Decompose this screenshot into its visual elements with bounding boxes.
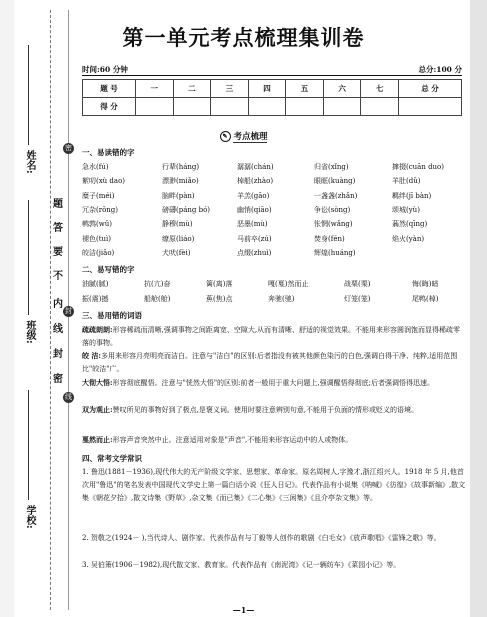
- score-input-cell[interactable]: [286, 98, 324, 116]
- term-word: 皎 洁:: [82, 351, 102, 360]
- table-cell: 六: [323, 80, 361, 98]
- score-total-label: 总分:100 分: [418, 65, 462, 74]
- word-item: 一盏盏(zhǎn): [314, 191, 358, 200]
- word-item: 船舱(舱): [144, 295, 171, 303]
- word-item: 尾鸭(棹): [412, 295, 439, 303]
- score-table: [82, 79, 462, 116]
- seal-char: 线: [53, 324, 63, 335]
- word-item: 恶墨(mù): [237, 220, 268, 229]
- word-item: 油腻(腻): [82, 280, 109, 288]
- word-item: 归省(xǐng): [314, 163, 349, 171]
- word-item: 潺潺(chán): [237, 163, 274, 171]
- word-grid: [82, 279, 466, 309]
- seal-char: 不: [53, 271, 63, 282]
- word-item: 静穆(mù): [162, 220, 193, 229]
- score-input-cell[interactable]: [323, 98, 361, 116]
- seal-dashed-line: [50, 10, 51, 610]
- class-field-label: 班级:: [24, 320, 35, 344]
- score-input-cell[interactable]: [136, 98, 174, 116]
- term-definition: 形容彻底醒悟。注意与"恍然大悟"的区别:前者一般用于重大问题上,强调醒悟得彻底;后者强调悟得迅速。: [112, 379, 434, 387]
- word-item: 奔驰(驰): [268, 295, 295, 303]
- score-input-cell[interactable]: [361, 98, 399, 116]
- word-item: 颂城(yù): [392, 205, 420, 214]
- seal-dot: 线: [65, 393, 72, 401]
- word-item: 羊羔(gāo): [237, 191, 270, 200]
- section-header: [0, 130, 487, 142]
- table-cell: 五: [286, 80, 324, 98]
- table-cell: 一: [136, 80, 174, 98]
- seal-char: 题: [53, 199, 63, 210]
- word-item: 棹船(zhào): [237, 177, 274, 186]
- word-item: 幽悄(qiāo): [237, 205, 272, 214]
- word-item: 鹌鹑(wǔ): [82, 220, 112, 229]
- word-item: 急水(fú): [82, 163, 109, 171]
- seal-char: 内: [53, 299, 63, 310]
- term-definition: 形容稀疏而清晰,强调事物之间距离宽、空隙大,从而有清晰、舒适的视觉效果。不能用来形容圆润饱而显得稀疏零落的事物。: [82, 326, 461, 347]
- word-item: 磅礴(páng bó): [162, 205, 211, 214]
- class-blank-line: [28, 200, 29, 315]
- table-cell: 二: [173, 80, 211, 98]
- word-item: 絮叨(xù dao): [82, 177, 126, 186]
- word-item: 抗(亢)奋: [144, 280, 171, 288]
- score-input-cell[interactable]: [248, 98, 286, 116]
- term-definition: 赞叹所见的事物好到了极点,是褒义词。使用时要注意辨别句意,不能用于负面的情形或贬义的语境。: [112, 406, 419, 414]
- word-item: 皎洁(jiǎo): [82, 248, 115, 257]
- term-word: 大彻大悟:: [82, 378, 113, 387]
- table-cell: 总 分: [399, 80, 462, 98]
- table-cell: 七: [361, 80, 399, 98]
- term-definition: 多用来形容月亮明亮而洁白。注意与"洁白"的区别:后者指没有被其他颜色染污的白色,强调白得干净、纯粹,适用范围比"皎洁"广。: [82, 352, 458, 373]
- word-item: 羁绊(jī bàn): [392, 191, 432, 200]
- score-table-score-row: [83, 98, 462, 116]
- term-item: [82, 403, 466, 417]
- term-item: [82, 323, 466, 350]
- word-item: 行辈(háng): [162, 163, 200, 171]
- header-rule: [82, 75, 462, 76]
- seal-dot: 封: [65, 307, 72, 315]
- page-number: —1—: [232, 605, 255, 615]
- term-item: [82, 433, 466, 447]
- word-item: 缭原(liáo): [162, 234, 195, 243]
- word-item: 冗杂(rǒng): [82, 205, 119, 214]
- school-field-label: 学校:: [24, 505, 35, 529]
- term-item: [82, 376, 466, 390]
- section-title: 一、易读错的字: [82, 148, 135, 157]
- table-cell: 四: [248, 80, 286, 98]
- term-word: 双为观止:: [82, 405, 113, 414]
- score-table-header-row: [83, 80, 462, 98]
- word-item: 糜子(méi): [82, 191, 115, 200]
- word-item: 悔(晦)暗: [412, 280, 439, 288]
- word-item: 焰火(yàn): [392, 234, 425, 243]
- term-word: 疏疏朗朗:: [82, 325, 113, 334]
- section-title: 三、易用错的词语: [82, 311, 142, 320]
- word-item: 点缀(zhuì): [237, 248, 272, 257]
- word-item: 撺掇(cuān duo): [392, 163, 445, 171]
- word-item: 漂渺(miǎo): [162, 177, 199, 186]
- word-item: 蕉(焦)点: [206, 295, 233, 303]
- section-title: 四、常考文学常识: [82, 454, 142, 463]
- section-header-text: 考点梳理: [233, 132, 268, 142]
- word-item: 羊肚(dǔ): [392, 177, 421, 186]
- bookmark-icon: ✎: [220, 131, 231, 142]
- word-item: 褪色(tuì): [82, 234, 112, 243]
- table-cell: 三: [211, 80, 249, 98]
- section-title: 二、易写错的字: [82, 265, 135, 274]
- page-shadow: [470, 0, 487, 617]
- word-item: 嘎(戛)然而止: [268, 280, 309, 288]
- word-item: 焚身(fén): [314, 234, 345, 243]
- word-item: 灯笼(笼): [344, 295, 371, 303]
- score-input-cell[interactable]: [173, 98, 211, 116]
- word-item: 脑畔(pàn): [162, 191, 195, 200]
- term-word: 戛然而止:: [82, 435, 113, 444]
- name-field-label: 姓名:: [24, 150, 35, 174]
- word-item: 犬吠(fèi): [162, 248, 191, 257]
- seal-dot: 密: [65, 144, 72, 152]
- score-input-cell[interactable]: [211, 98, 249, 116]
- word-item: 振(震)撼: [82, 295, 109, 303]
- table-cell: 得 分: [83, 98, 136, 116]
- word-item: 战栗(栗): [344, 280, 371, 288]
- table-cell: 题 号: [83, 80, 136, 98]
- word-item: 争讼(sòng): [314, 205, 351, 214]
- score-input-cell[interactable]: [399, 98, 462, 116]
- literature-item: 1. 鲁迅(1881－1936),现代伟大的无产阶级文学家、思想家、革命家。原名周树人,字豫才,浙江绍兴人。1918 年 5 月,他首次用"鲁迅"的笔名发表中国现代文学史上第一篇白话小说《狂人日记》。代表作品有小说集《呐喊》《彷徨》《故事新编》,散文集《朝花夕拾》,散文诗集《野草》,杂文集《而已集》《二心集》《三闲集》《且介亭杂文集》等。: [82, 468, 466, 502]
- word-item: 眼眶(kuàng): [314, 177, 356, 186]
- seal-char: 答: [53, 223, 63, 234]
- literature-item: 3. 吴伯箫(1906－1982),现代散文家、教育家。代表作品有《南泥湾》《记一辆纺车》《菜园小记》等。: [82, 561, 401, 569]
- seal-char: 密: [53, 374, 63, 385]
- term-definition: 形容声音突然中止。注意适用对象是"声音",不能用来形容运动中的人或物体。: [112, 436, 353, 444]
- word-item: 辉煌(huáng): [314, 248, 356, 257]
- seal-char: 要: [53, 247, 63, 258]
- term-item: [82, 349, 466, 376]
- page-title: 第一单元考点梳理集训卷: [122, 25, 365, 50]
- word-grid: [82, 162, 466, 262]
- time-label: 时间:60 分钟: [82, 65, 128, 74]
- seal-char: 封: [53, 349, 63, 360]
- literature-item: 2. 贺敬之(1924－ ),当代诗人、剧作家。代表作品有与丁毅等人创作的歌剧《白毛女》《放声歌唱》《雷锋之歌》等。: [82, 534, 441, 542]
- word-item: 马前卒(zú): [237, 234, 272, 243]
- word-item: 蓊然(qīng): [392, 220, 428, 229]
- word-item: 怅惘(wǎng): [314, 220, 353, 229]
- school-blank-line: [28, 390, 29, 500]
- word-item: 篱(离)落: [206, 280, 233, 288]
